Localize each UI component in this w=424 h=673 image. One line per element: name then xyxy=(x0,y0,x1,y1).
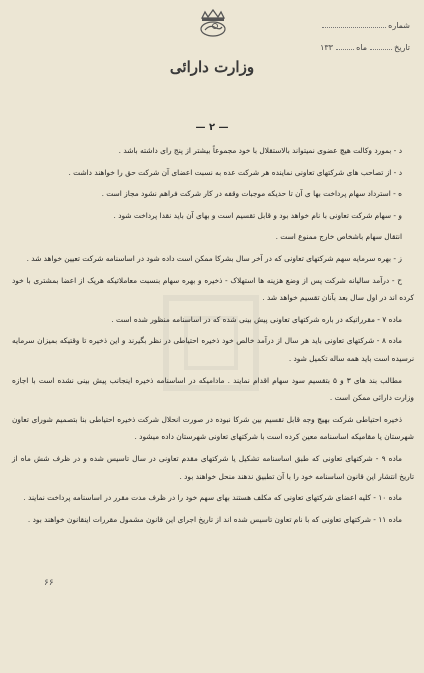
paragraph: ه - استرداد سهام پرداخت بها ی آن تا حدیکه موجبات وقفه در کار شرکت فراهم نشود مجاز است . xyxy=(101,189,402,199)
document-number-blank xyxy=(322,20,386,28)
document-year-value: ۱۳۳ xyxy=(320,43,333,52)
paragraph: د - بمورد وکالت هیچ عضوی نمیتواند بالاستقلال با خود مجموعاً بیشتر از پنج رای داشته باشد . xyxy=(118,146,402,155)
paragraph: ذخیره احتیاطی شرکت بهیچ وجه قابل تقسیم بین شرکا نبوده در صورت انحلال شرکت ذخیره احتیاطی بنا بتصمیم شورای تعاون شهرستان یا مقامیکه اساسنامه معین کرده است با شرکتهای تعاونی شهرستان داده میشود . xyxy=(12,414,414,442)
paragraph: انتقال سهام باشخاص خارج ممنوع است . xyxy=(275,232,402,242)
paragraph: ماده ۱۰ - کلیه اعضای شرکتهای تعاونی که مکلف هستند بهای سهم خود را در ظرف مدت مقرر در اساسنامه پرداخت نمایند . xyxy=(23,493,402,503)
document-number-field xyxy=(322,20,410,30)
document-body xyxy=(12,142,414,532)
paragraph: ماده ۸ - شرکتهای تعاونی باید هر سال از درآمد خالص خود ذخیره احتیاطی در نظر بگیرند و این ذخیره تا وقتیکه بمیزان سرمایه نرسیده است باید همه ساله تکمیل شود . xyxy=(12,336,414,363)
document-month-label: ماه xyxy=(356,43,367,52)
paragraph: ح - درآمد سالیانه شرکت پس از وضع هزینه ها استهلاک - ذخیره و بهره سهام بنسبت معاملاتیکه هریک از اعضا بمشتری با خود کرده اند در اول سال بعد بآنان تقسیم خواهد شد . xyxy=(12,275,414,303)
document-day-blank xyxy=(370,42,392,50)
ministry-title: وزارت دارائی xyxy=(169,58,255,76)
page-number: — ۲ — xyxy=(195,122,229,133)
footer-handwritten-note: ۶۶ xyxy=(44,578,54,588)
document-date-field xyxy=(320,42,410,52)
paragraph: و - سهام شرکت تعاونی با نام خواهد بود و قابل تقسیم است و بهای آن باید نقدا پرداخت شود . xyxy=(113,210,402,220)
document-date-label: تاریخ xyxy=(394,43,410,52)
paragraph: ماده ۹ - شرکتهای تعاونی که طبق اساسنامه تشکیل یا شرکتهای مقدم تعاونی در سال تاسیس شده و در ظرف شش ماه از تاریخ انتشار این قانون اساسنامه خود را با آن تطبیق ندهند منحل خواهند بود . xyxy=(12,453,414,481)
paragraph: ماده ۱۱ - شرکتهای تعاونی که با نام تعاون تاسیس شده اند از تاریخ اجرای این قانون مشمول مقررات اینقانون خواهند بود . xyxy=(27,514,402,524)
paragraph: د - از تصاحب های شرکتهای تعاونی نماینده هر شرکت عده به نسبت اعضای آن شرکت حق را خواهند داشت . xyxy=(68,167,402,177)
paragraph: مطالب بند های ۳ و ۵ بتقسیم سود سهام اقدام نمایند . مادامیکه در اساسنامه ذخیره اینجانب پیش بینی نشده است با اجازه وزارت دارائی ممکن است . xyxy=(12,375,414,403)
lion-and-sun-emblem-icon xyxy=(196,8,230,38)
paragraph: ماده ۷ - مقرراتیکه در باره شرکتهای تعاونی پیش بینی شده که در اساسنامه منظور شده است . xyxy=(111,314,402,324)
paragraph: ز - بهره سرمایه سهم شرکتهای تعاونی که در آخر سال بشرکا ممکن است داده شود در اساسنامه شرکت تعیین خواهد شد . xyxy=(26,253,402,263)
document-month-blank xyxy=(336,42,354,50)
document-number-label: شماره xyxy=(388,21,410,30)
